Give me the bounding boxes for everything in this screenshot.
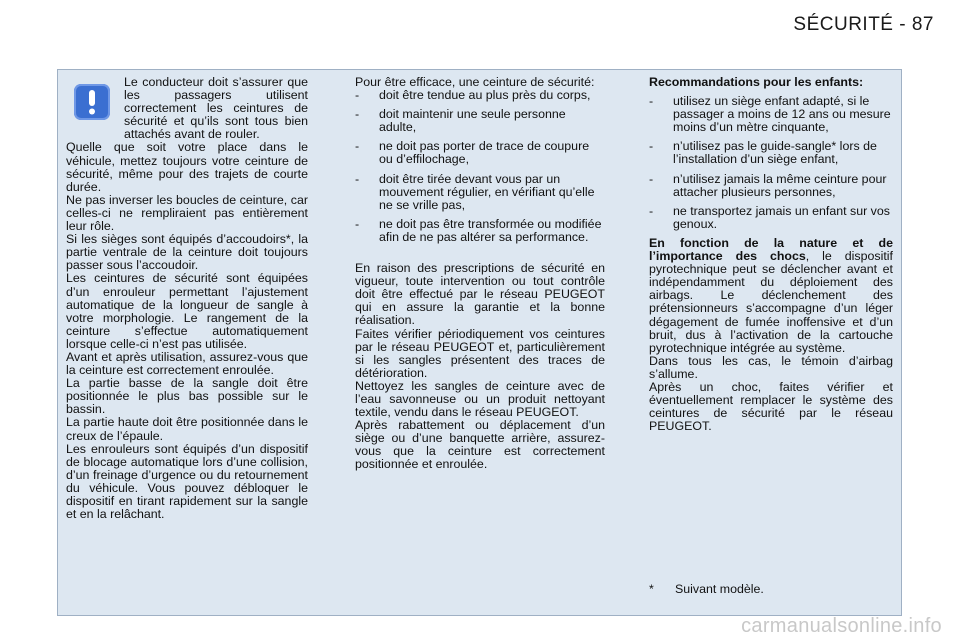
list-dash: - [355, 216, 360, 231]
paragraph: Après rabattement ou déplacement d’un siège ou d’une banquette arrière, assurez-vous que la ceinture est correctement positionnée et enroulée. [355, 418, 605, 472]
paragraph: La partie haute doit être positionnée dans le creux de l’épaule. [66, 415, 308, 443]
paragraph: Avant et après utilisation, assurez-vous que la ceinture est correctement enroulée. [66, 349, 308, 378]
list-item [649, 95, 893, 134]
children-recommendations-list [649, 95, 893, 231]
column-1 [66, 76, 308, 521]
list-dash: - [355, 139, 360, 154]
column-3 [649, 76, 893, 433]
intro-text: Pour être efficace, une ceinture de sécurité: [355, 75, 595, 89]
list-dash: - [649, 139, 654, 154]
list-item [355, 89, 605, 102]
paragraph: Ne pas inverser les boucles de ceinture, car celles-ci ne rempliraient pas entièrement leur rôle. [66, 192, 308, 234]
paragraph: Quelle que soit votre place dans le véhicule, mettez toujours votre ceinture de sécurité, même pour des trajets de courte durée. [66, 140, 308, 194]
list-item-text: ne doit pas porter de trace de coupure ou d’effilochage, [379, 139, 590, 167]
list-dash: - [649, 203, 654, 218]
list-item-text: doit être tirée devant vous par un mouvement régulier, en vérifiant qu’elle ne se vrille pas, [379, 171, 595, 212]
page-title: SÉCURITÉ - 87 [793, 14, 934, 35]
list-item-text: utilisez un siège enfant adapté, si le passager a moins de 12 ans ou mesure moins d’un mètre cinquante, [673, 94, 891, 135]
list-item-text: n’utilisez pas le guide-sangle* lors de l’installation d’un siège enfant, [673, 139, 877, 167]
list-dash: - [355, 88, 360, 103]
list-dash: - [649, 94, 654, 109]
footnote-text: Suivant modèle. [675, 582, 764, 596]
column-2 [355, 76, 605, 472]
paragraph: Si les sièges sont équipés d’accoudoirs*, la partie ventrale de la ceinture doit toujours passer sous l’accoudoir. [66, 232, 308, 273]
list-item-text: n’utilisez jamais la même ceinture pour attacher plusieurs personnes, [673, 171, 887, 199]
exclamation-icon [74, 84, 110, 120]
section-heading: Recommandations pour les enfants: [649, 75, 864, 89]
watermark: carmanualsonline.info [741, 615, 942, 637]
paragraph: Nettoyez les sangles de ceinture avec de l’eau savonneuse ou un produit nettoyant textile, vendu dans le réseau PEUGEOT. [355, 378, 605, 420]
list-dash: - [649, 171, 654, 186]
pyrotechnic-paragraph [649, 237, 893, 355]
paragraph: Dans tous les cas, le témoin d’airbag s’allume. [649, 353, 893, 381]
paragraph: La partie basse de la sangle doit être positionnée le plus bas possible sur le bassin. [66, 376, 308, 417]
list-dash: - [355, 171, 360, 186]
pyrotechnic-text: , le dispositif pyrotechnique peut se déclencher avant et indépendamment du déploiement des airbags. Le déclenchement des prétensionneurs s’accompagne d’un léger dégagement de fumée inoffensive et d’un bruit, dus à l’activation de la cartouche pyrotechnique intégrée au système. [649, 249, 893, 355]
list-item-text: ne transportez jamais un enfant sur vos genoux. [673, 203, 890, 231]
list-item [355, 108, 605, 134]
list-item-text: doit maintenir une seule personne adulte, [379, 107, 566, 135]
paragraph: Les enrouleurs sont équipés d’un dispositif de blocage automatique lors d’une collision, d’un freinage d’urgence ou du retournement du véhicule. Vous pouvez débloquer le dispositif en tirant rapidement sur la sangle et en la relâchant. [66, 441, 308, 522]
paragraph: Faites vérifier périodiquement vos ceintures par le réseau PEUGEOT et, particulièrement si les sangles présentent des traces de détérioration. [355, 326, 605, 380]
paragraph: En raison des prescriptions de sécurité en vigueur, toute intervention ou tout contrôle doit être effectué par le réseau PEUGEOT qui en assure la garantie et la bonne réalisation. [355, 261, 605, 328]
pyrotechnic-heading: En fonction de la nature et de l’importance des chocs [649, 235, 893, 264]
list-item [649, 140, 893, 166]
requirements-list [355, 89, 605, 244]
footnote-star: * [649, 582, 654, 596]
footnote [649, 582, 893, 596]
list-item [355, 173, 605, 212]
warning-text: Le conducteur doit s’assurer que les passagers utilisent correctement les ceintures de sécurité et qu’ils sont tous bien attachés avant de rouler. [124, 75, 308, 142]
paragraph: Après un choc, faites vérifier et éventuellement remplacer le système des ceintures de sécurité par le réseau PEUGEOT. [649, 379, 893, 434]
warning-block [66, 76, 308, 141]
list-item-text: ne doit pas être transformée ou modifiée afin de ne pas altérer sa performance. [379, 216, 602, 244]
list-item [649, 173, 893, 199]
list-item-text: doit être tendue au plus près du corps, [379, 88, 591, 103]
content-panel [57, 69, 902, 616]
list-dash: - [355, 107, 360, 122]
list-item [355, 140, 605, 166]
paragraph: Les ceintures de sécurité sont équipées d’un enrouleur permettant l’ajustement automatique de la longueur de sangle à votre morphologie. Le rangement de la ceinture s’effectue automatiquement lorsque celle-ci n’est pas utilisée. [66, 271, 308, 351]
list-item [649, 205, 893, 231]
list-item [355, 218, 605, 244]
